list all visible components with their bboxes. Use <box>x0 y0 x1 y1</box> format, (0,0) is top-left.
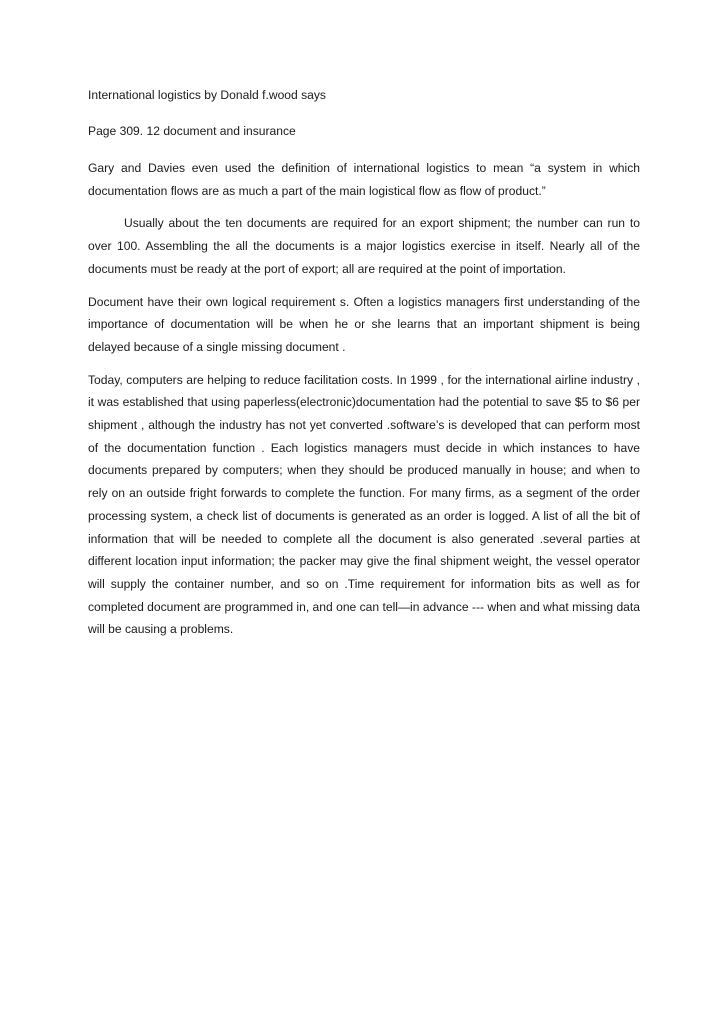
paragraph-computers: Today, computers are helping to reduce facilitation costs. In 1999 , for the international airline industry , it was established that using paperless(electronic)documentation had the potential to save $5 to $6 per shipment , although the industry has not yet converted .software’s is developed that can perform most of the documentation function . Each logistics managers must decide in which instances to have documents prepared by computers; when they should be produced manually in house; and when to rely on an outside fright forwards to complete the function. For many firms, as a segment of the order processing system, a check list of documents is generated as an order is logged. A list of all the bit of information that will be needed to complete all the document is also generated .several parties at different location input information; the packer may give the final shipment weight, the vessel operator will supply the container number, and so on .Time requirement for information bits as well as for completed document are programmed in, and one can tell—in advance --- when and what missing data will be causing a problems. <box>88 372 640 637</box>
document-title-line: International logistics by Donald f.wood says <box>88 88 326 102</box>
page-reference-line: Page 309. 12 document and insurance <box>88 124 296 138</box>
paragraph-definition: Gary and Davies even used the definition of international logistics to mean “a system in which documentation flows are as much a part of the main logistical flow as flow of product.” <box>88 161 640 198</box>
paragraph-logical-requirements: Document have their own logical requirement s. Often a logistics managers first understanding of the importance of documentation will be when he or she learns that an important shipment is being delayed because of a single missing document . <box>88 294 640 354</box>
paragraph-export-documents: Usually about the ten documents are required for an export shipment; the number can run to over 100. Assembling the all the documents is a major logistics exercise in itself. Nearly all of the documents must be ready at the port of export; all are required at the point of importation. <box>88 216 640 276</box>
